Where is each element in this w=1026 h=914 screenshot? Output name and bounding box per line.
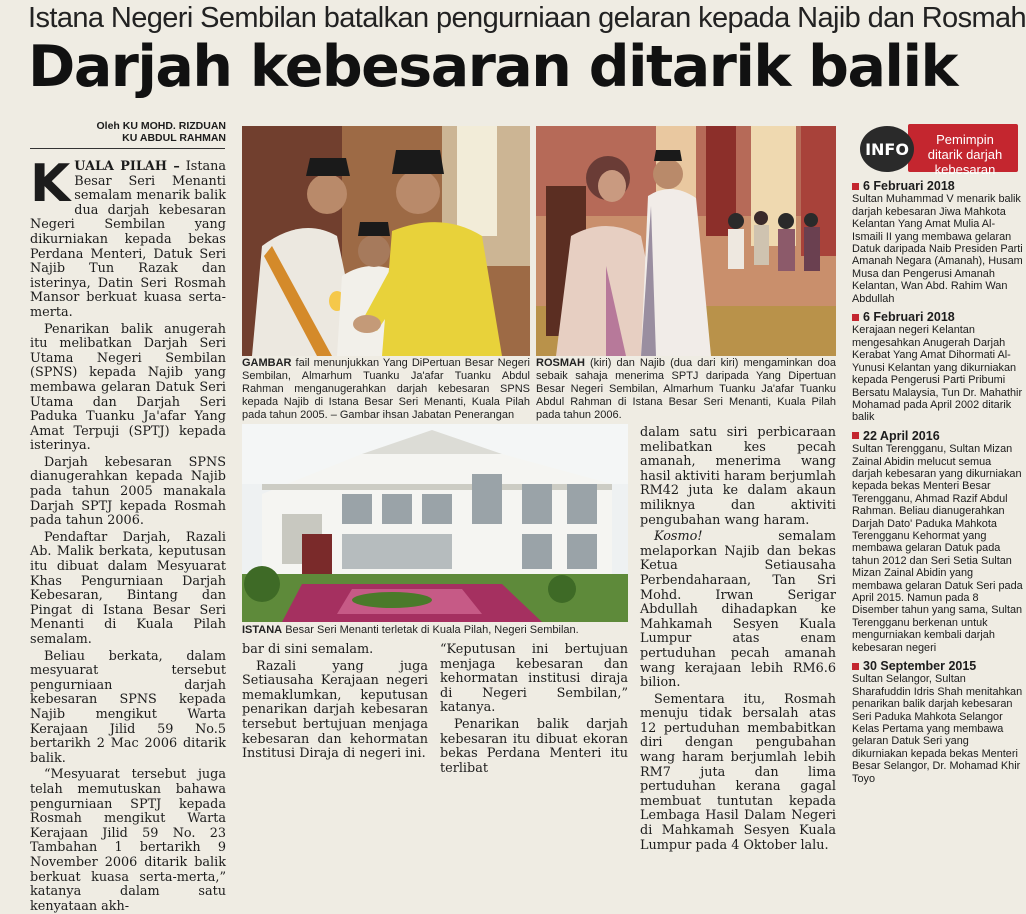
photo-prayer-ceremony-caption bbox=[536, 357, 836, 422]
caption-text: fail menunjukkan Yang DiPertuan Besar Negeri Sembilan, Almarhum Tuanku Ja'afar Tuanku Abdul Rahman menganugerahkan darjah kebesaran SPNS kepada Najib di Istana Besar Seri Menanti, Kuala Pilah pada tahun 2005. – Gambar ihsan Jabatan Penerangan bbox=[242, 357, 530, 421]
info-item-date: 22 April 2016 bbox=[852, 430, 1024, 442]
drop-cap: K bbox=[30, 154, 71, 214]
article-paragraph-13: Sementara itu, Rosmah menuju tidak bersalah atas 12 pertuduhan membabitkan diri dengan pengubahan wang haram berjumlah lebih RM7 juta dan lima pertuduhan kerana gagal membuat tuntutan kepada Lembaga Hasil Dalam Negeri di Mahkamah Sesyen Kuala Lumpur pada 4 Oktober lalu. bbox=[640, 691, 836, 853]
article-paragraph-7: bar di sini semalam. bbox=[242, 642, 374, 657]
article-paragraph-1 bbox=[30, 154, 226, 321]
photo-istana-palace bbox=[242, 424, 628, 622]
info-item-body: Sultan Muhammad V menarik balik darjah kebesaran Jiwa Mahkota Kelantan Yang Amat Mulia Al-Ismaili II yang membawa gelaran Datuk daripada Naib Presiden Parti Amanah Negara (Amanah), Husam Musa dan Pengerusi Amanah Kelantan, Wan Abd. Rahim Wan Abdullah bbox=[852, 193, 1023, 305]
newspaper-name: Kosmo! bbox=[654, 529, 703, 545]
article-paragraph-11: dalam satu siri perbicaraan melibatkan kes pecah amanah, menerima wang hasil aktiviti haram berjumlah RM42 juta ke dalam akaun miliknya dan aktiviti pengubahan wang haram. bbox=[640, 425, 836, 528]
article-paragraph-10: Penarikan balik darjah kebesaran itu dibuat ekoran bekas Perdana Menteri itu terlibat bbox=[440, 716, 628, 776]
caption-lead: ROSMAH bbox=[536, 357, 585, 369]
caption-text: Besar Seri Menanti terletak di Kuala Pilah, Negeri Sembilan. bbox=[282, 624, 579, 636]
photo-prayer-ceremony bbox=[536, 126, 836, 356]
bullet-icon bbox=[852, 183, 859, 190]
info-item-body: Sultan Terengganu, Sultan Mizan Zainal Abidin melucut semua darjah kebesaran yang dikurniakan kepada bekas Menteri Besar Terengganu, Ahmad Razif Abdul Rahman. Beliau dianugerahkan Darjah Dato' Paduka Mahkota Terengganu Kehormat yang membawa gelaran Datuk pada tahun 2012 dan Seri Setia Sultan Mizan Zainal Abidin yang membawa gelaran Datuk Seri pada April 2015. Namun pada 8 Disember tahun yang sama, Sultan Terengganu berkenan untuk mengurniakan kembali darjah kebesaran negeri bbox=[852, 443, 1023, 654]
info-item-date: 6 Februari 2018 bbox=[852, 311, 1024, 323]
photo-istana-palace-caption bbox=[242, 624, 628, 637]
paragraph-text: semalam melaporkan Najib dan bekas Ketua Setiausaha Perbendaharaan, Tan Sri Mohd. Irwan Serigar Abdullah dihadapkan ke Mahkamah Sesyen Kuala Lumpur atas enam pertuduhan pecah amanah wang kerajaan lebih RM6.6 bilion. bbox=[640, 529, 836, 691]
article-paragraph-2: Penarikan balik anugerah itu melibatkan Darjah Seri Utama Negeri Sembilan (SPNS) kepada Najib yang membawa gelaran Datuk Seri Utama dan Darjah Seri Paduka Tuanku Ja'afar Yang Amat Terpuji (SPTJ) kepada isterinya. bbox=[30, 321, 226, 454]
kicker-headline: Istana Negeri Sembilan batalkan pengurniaan gelaran kepada Najib dan Rosmah bbox=[28, 2, 1026, 34]
info-item bbox=[852, 430, 1024, 654]
photo-istana-palace-image bbox=[242, 424, 628, 622]
info-box-header bbox=[850, 124, 1020, 178]
photo-prayer-ceremony-image bbox=[536, 126, 836, 356]
info-badge: INFO bbox=[860, 126, 914, 172]
article-paragraph-9: “Keputusan ini bertujuan menjaga kebesaran dan kehormatan institusi diraja di Negeri Sembilan,” katanya. bbox=[440, 642, 628, 716]
byline bbox=[60, 120, 226, 144]
caption-lead: GAMBAR bbox=[242, 357, 292, 369]
info-item-date: 30 September 2015 bbox=[852, 660, 1024, 672]
article-paragraph-12 bbox=[640, 530, 836, 691]
article-paragraph-8: Razali yang juga Setiausaha Kerajaan negeri memaklumkan, keputusan penarikan darjah kebesaran tersebut bertujuan menjaga kebesaran dan kehormatan Institusi Diraja di negeri ini. bbox=[242, 658, 428, 762]
bullet-icon bbox=[852, 663, 859, 670]
bullet-icon bbox=[852, 432, 859, 439]
article-paragraph-3: Darjah kebesaran SPNS dianugerahkan kepada Najib pada tahun 2005 manakala Darjah SPTJ kepada Rosmah pada tahun 2006. bbox=[30, 454, 226, 529]
paragraph-text: Istana Besar Seri Menanti semalam menarik balik dua darjah kebesaran Negeri Sembilan yang dikurniakan kepada bekas Perdana Menteri, Datuk Seri Najib Tun Razak dan isterinya, Datin Seri Rosmah Mansor berkuat kuasa serta-merta. bbox=[30, 159, 226, 320]
bullet-icon bbox=[852, 314, 859, 321]
article-column-2 bbox=[242, 642, 428, 762]
caption-text: (kiri) dan Najib (dua dari kiri) mengaminkan doa sebaik sahaja menerima SPTJ daripada Yang Dipertuan Besar Negeri Sembilan, Almarhum Tuanku Ja'afar Tuanku Abdul Rahman di Istana Besar Seri Menanti, Kuala Pilah pada tahun 2006. bbox=[536, 357, 836, 421]
photo-award-ceremony-caption bbox=[242, 357, 530, 422]
article-paragraph-5: Beliau berkata, dalam mesyuarat tersebut pengurniaan darjah kebesaran SPNS kepada Najib mengikut Warta Kerajaan Jilid 59 No.5 bertarikh 2 Mac 2006 ditarik balik. bbox=[30, 648, 226, 766]
photo-award-ceremony-image bbox=[242, 126, 530, 356]
article-column-3 bbox=[440, 642, 628, 776]
info-item-body: Kerajaan negeri Kelantan mengesahkan Anugerah Darjah Kerabat Yang Amat Dihormati Al-Yunusi Kelantan yang dikurniakan kepada Pengerusi Parti Pribumi Bersatu Malaysia, Tun Dr. Mahathir Mohamad pada April 2002 ditarik balik bbox=[852, 324, 1023, 424]
info-item bbox=[852, 180, 1024, 305]
info-item-date: 6 Februari 2018 bbox=[852, 180, 1024, 192]
byline-line-1: Oleh KU MOHD. RIZDUAN bbox=[96, 120, 226, 132]
caption-lead: ISTANA bbox=[242, 624, 283, 636]
article-paragraph-6: “Mesyuarat tersebut juga telah memutuskan bahawa pengurniaan SPTJ kepada Rosmah mengikut Warta Kerajaan Jilid 59 No. 23 Tambahan 1 bertarikh 9 November 2006 ditarik balik berkuat kuasa serta-merta,” katanya dalam satu kenyataan akh- bbox=[30, 767, 226, 914]
article-column-1 bbox=[30, 154, 226, 914]
dateline: UALA PILAH – bbox=[74, 159, 180, 174]
info-item bbox=[852, 311, 1024, 424]
article-column-4 bbox=[640, 425, 836, 853]
article-paragraph-4: Pendaftar Darjah, Razali Ab. Malik berkata, keputusan itu dibuat dalam Mesyuarat Khas Pengurniaan Darjah Kebesaran, Bintang dan Pingat di Istana Besar Seri Menanti di Kuala Pilah semalam. bbox=[30, 529, 226, 647]
byline-rule bbox=[30, 148, 225, 149]
byline-line-2: KU ABDUL RAHMAN bbox=[122, 132, 226, 144]
info-list bbox=[852, 179, 1024, 785]
main-headline: Darjah kebesaran ditarik balik bbox=[28, 34, 957, 100]
info-item-body: Sultan Selangor, Sultan Sharafuddin Idris Shah menitahkan penarikan balik darjah kebesaran Seri Paduka Mahkota Selangor Kelas Pertama yang membawa gelaran Datuk Seri yang dikurniakan kepada bekas Menteri Besar Selangor, Dr. Mohamad Khir Toyo bbox=[852, 673, 1023, 785]
info-title: Pemimpin ditarik darjah kebesaran bbox=[908, 124, 1018, 172]
photo-award-ceremony bbox=[242, 126, 530, 356]
info-item bbox=[852, 660, 1024, 785]
